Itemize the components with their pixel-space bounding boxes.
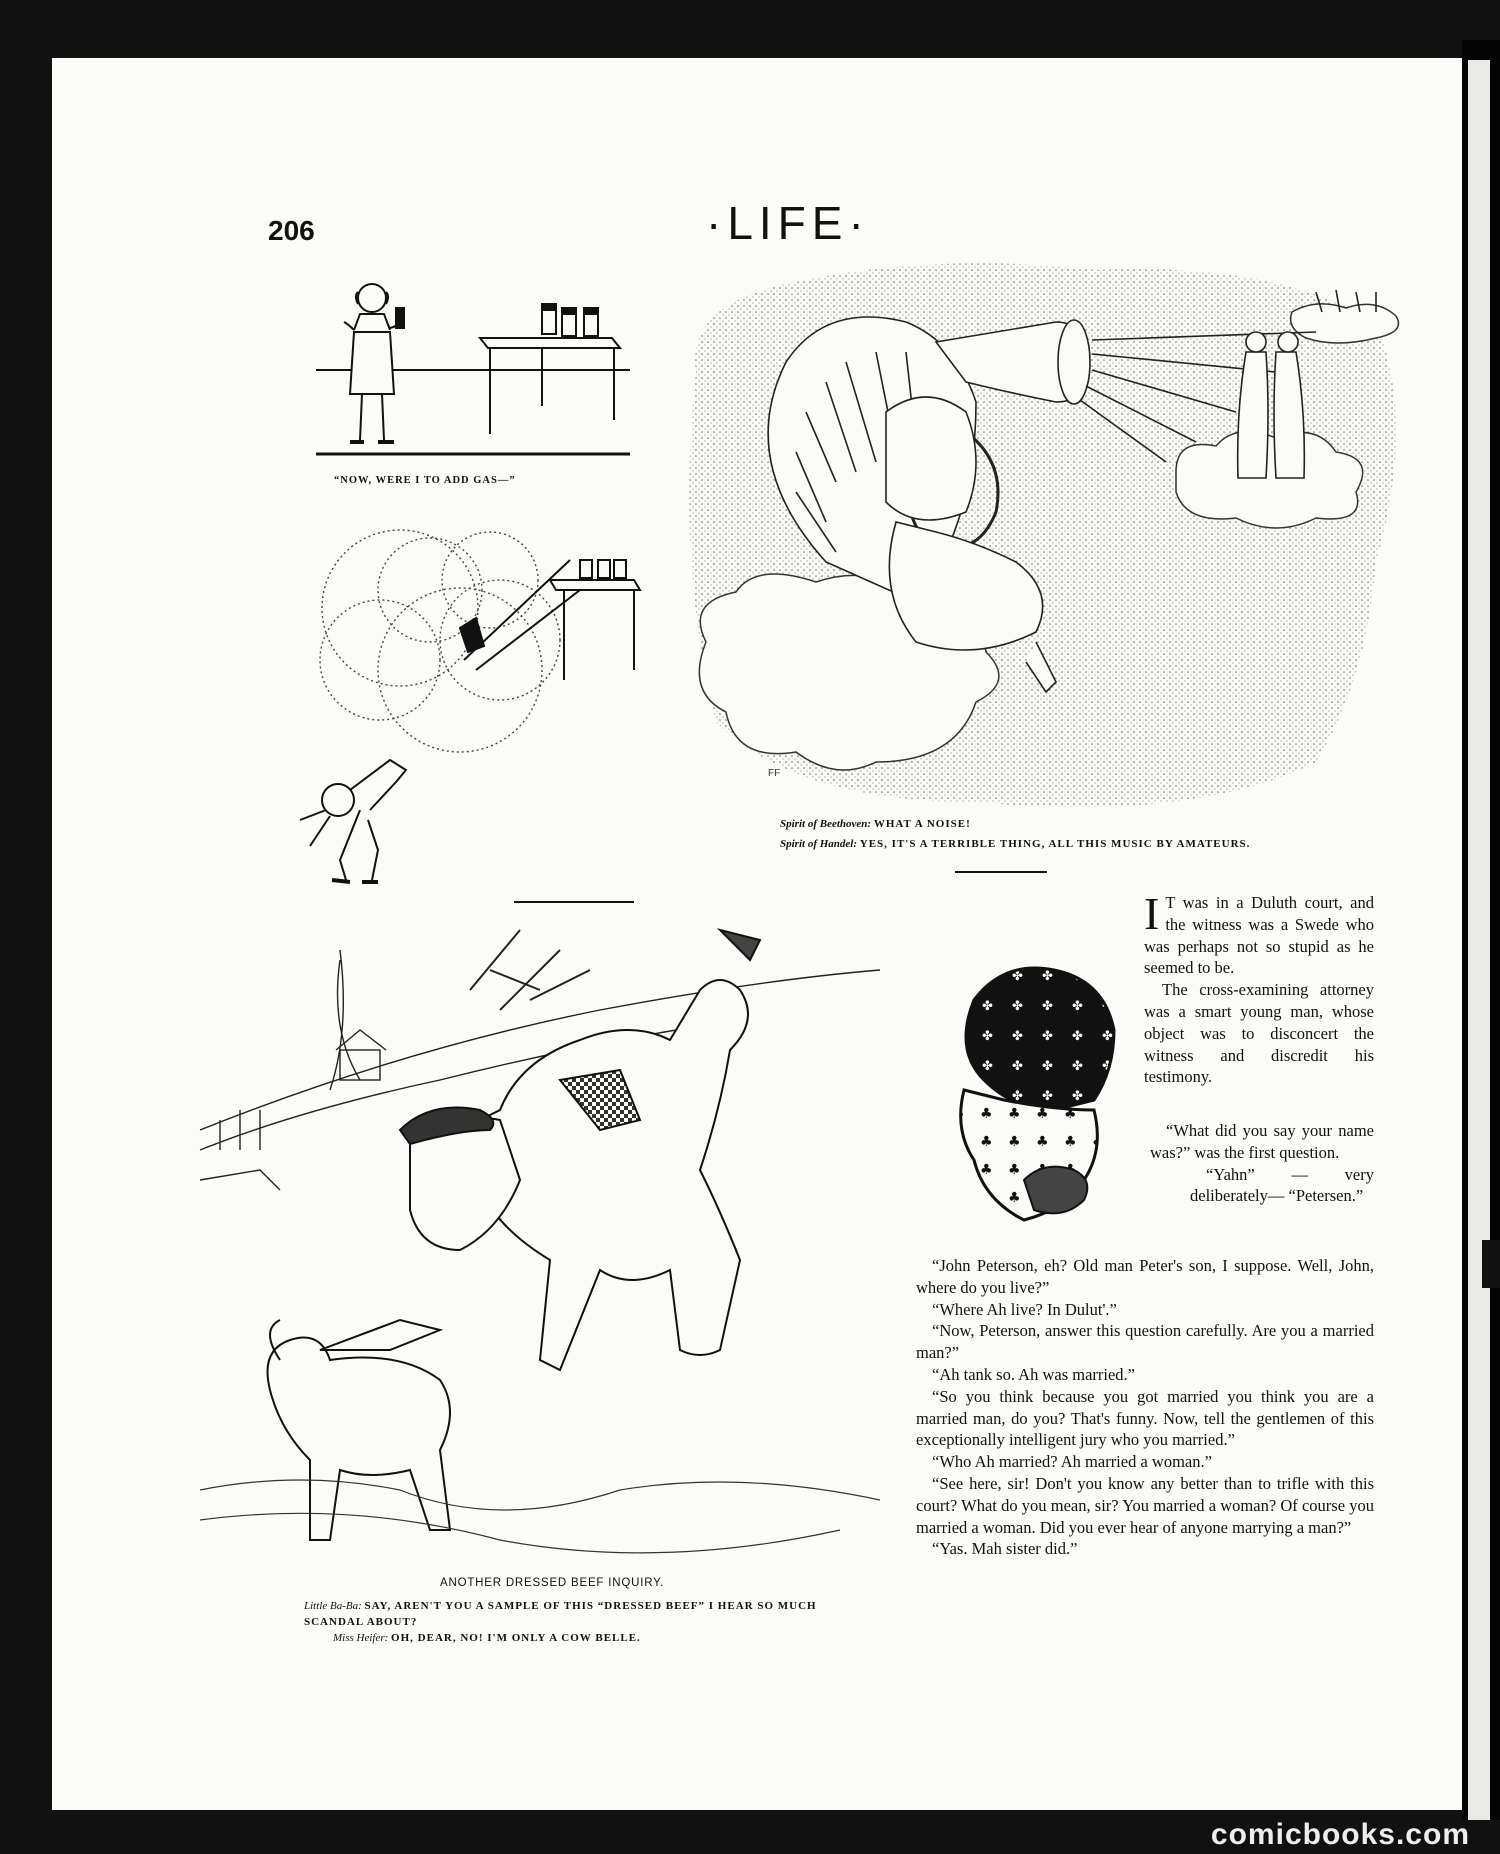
page-tab-marker <box>1482 1240 1500 1288</box>
angel-tuba-illustration <box>676 262 1416 822</box>
dressed-beef-illustration <box>200 930 880 1570</box>
masthead-title: ·LIFE· <box>706 197 870 249</box>
handel-speaker: Spirit of Handel: <box>780 838 858 850</box>
adjacent-page-edge <box>1468 60 1490 1820</box>
article-paragraph-1: I T was in a Duluth court, and the witness was a Swede who was perhaps not so stupid as he seemed to be. <box>1144 888 1374 978</box>
site-watermark: comicbooks.com <box>1210 1818 1470 1851</box>
divider-rule-angel <box>955 871 1047 873</box>
article-column-middle <box>1150 1120 1374 1207</box>
handel-text: YES, IT'S A TERRIBLE THING, ALL THIS MUSIC BY AMATEURS. <box>859 838 1251 850</box>
article-column-top <box>1144 888 1374 1088</box>
explosion-panel-illustration <box>280 520 650 900</box>
beef-cartoon-title: ANOTHER DRESSED BEEF INQUIRY. <box>440 1577 665 1589</box>
article-paragraph-8: “Ah tank so. Ah was married.” <box>932 1364 1135 1384</box>
chemist-panel-illustration <box>310 270 630 470</box>
little-baba-text: SAY, AREN'T YOU A SAMPLE OF THIS “DRESSED BEEF” I HEAR SO MUCH SCANDAL ABOUT? <box>304 1600 817 1628</box>
article-paragraph-11: “See here, sir! Don't you know any better than to trifle with this court? What do you mean, sir? You married a woman? Of course you married a woman. Did you ever hear of anyone marrying a man?” <box>916 1473 1374 1537</box>
miss-heifer-speaker: Miss Heifer: <box>333 1632 389 1644</box>
article-paragraph-5: “John Peterson, eh? Old man Peter's son, I suppose. Well, John, where do you live?” <box>916 1256 1374 1297</box>
article-paragraph-4: “Yahn” — very deliberately— “Petersen.” <box>1190 1164 1374 1206</box>
article-paragraph-3: “What did you say your name was?” was the first question. <box>1150 1121 1374 1162</box>
article-paragraph-2: The cross-examining attorney was a smart young man, whose object was to disconcert the witness and discredit his testimony. <box>1144 980 1374 1087</box>
chemist-caption: “NOW, WERE I TO ADD GAS—” <box>334 475 516 486</box>
article-dropcap: I <box>1144 888 1160 939</box>
miss-heifer-text: OH, DEAR, NO! I'M ONLY A COW BELLE. <box>391 1632 641 1644</box>
beef-caption-line2 <box>333 1632 641 1644</box>
little-baba-speaker: Little Ba-Ba: <box>304 1600 362 1612</box>
ornamental-bag-illustration <box>944 960 1130 1240</box>
beethoven-speaker: Spirit of Beethoven: <box>780 818 872 830</box>
angel-caption-line2 <box>780 838 1250 850</box>
article-paragraph-9: “So you think because you got married you think you are a married man, do you? That's funny. Now, tell the gentlemen of this exceptionally intelligent jury who you married.” <box>916 1386 1374 1450</box>
article-paragraph-6: “Where Ah live? In Dulut'.” <box>932 1299 1117 1319</box>
article-paragraph-12: “Yas. Mah sister did.” <box>932 1539 1078 1559</box>
beethoven-text: WHAT A NOISE! <box>873 818 971 830</box>
page-number: 206 <box>268 215 315 246</box>
article-paragraph-7: “Now, Peterson, answer this question carefully. Are you a married man?” <box>916 1321 1374 1363</box>
artist-signature-angel: FF <box>768 768 781 779</box>
article-paragraph-10: “Who Ah married? Ah married a woman.” <box>932 1452 1212 1472</box>
beef-caption-line1 <box>304 1598 872 1630</box>
article-column-bottom <box>916 1255 1374 1560</box>
divider-rule-left <box>514 901 634 903</box>
angel-caption-line1 <box>780 818 971 830</box>
